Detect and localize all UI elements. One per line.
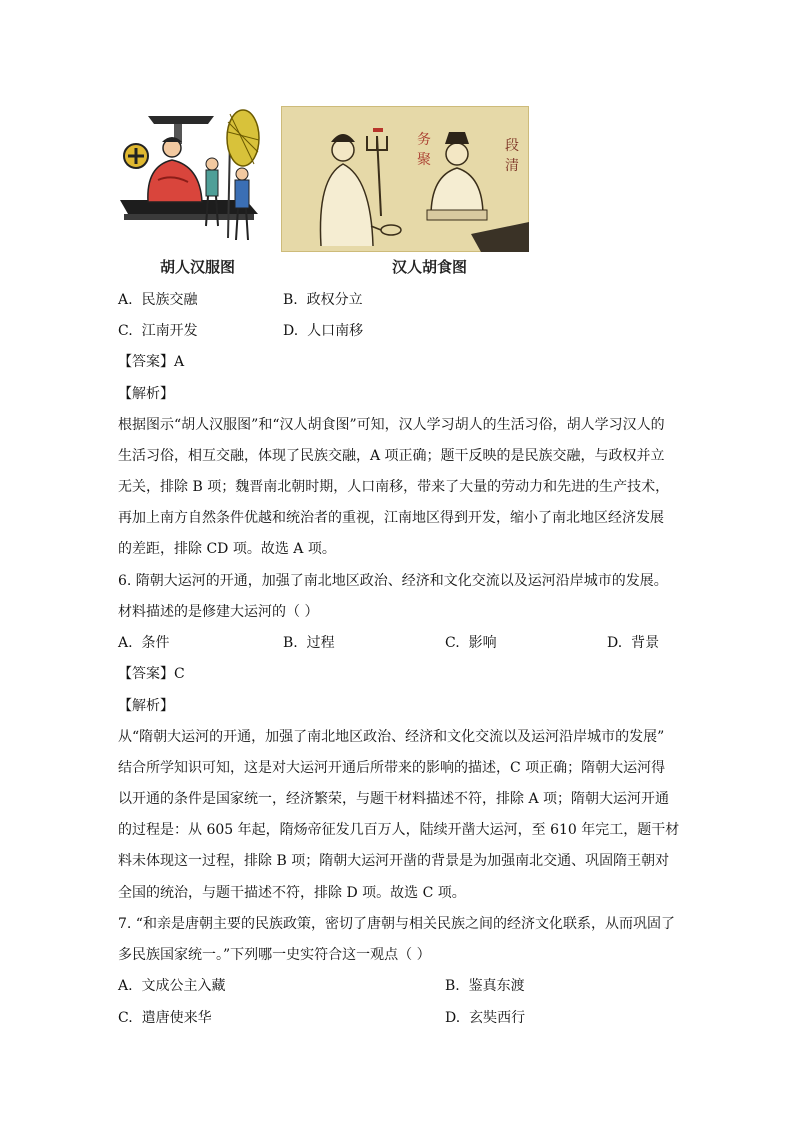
q6-analysis-line: 从“隋朝大运河的开通，加强了南北地区政治、经济和文化交流以及运河沿岸城市的发展” — [118, 729, 665, 745]
q6-answer: 【答案】C — [118, 666, 185, 682]
han-eating-hu-food-mural — [281, 106, 529, 252]
q5-analysis-label: 【解析】 — [118, 386, 174, 402]
figure-caption-left: 胡人汉服图 — [160, 258, 236, 276]
q6-option-c: C. 影响 — [445, 635, 497, 651]
q5-analysis-line: 再加上南方自然条件优越和统治者的重视，江南地区得到开发，缩小了南北地区经济发展 — [118, 510, 664, 526]
q5-analysis-line: 根据图示“胡人汉服图”和“汉人胡食图”可知，汉人学习胡人的生活习俗，胡人学习汉人的 — [118, 417, 665, 433]
q7-stem-line: 7. “和亲是唐朝主要的民族政策，密切了唐朝与相关民族之间的经济文化联系，从而巩固了 — [118, 916, 675, 932]
q6-analysis-line: 以开通的条件是国家统一，经济繁荣，与题干材料描述不符，排除 A 项；隋朝大运河开通 — [118, 791, 670, 807]
inscription-3: 段 — [505, 138, 519, 154]
q7-option-a: A. 文成公主入藏 — [118, 978, 226, 994]
hu-wearing-han-clothes-illustration — [118, 108, 268, 250]
inscription-1: 务 — [417, 132, 431, 148]
q7-option-d: D. 玄奘西行 — [445, 1010, 526, 1026]
q7-stem-line: 多民族国家统一。”下列哪一史实符合这一观点（ ） — [118, 947, 431, 963]
q6-analysis-line: 料未体现这一过程，排除 B 项；隋朝大运河开凿的背景是为加强南北交通、巩固隋王朝对 — [118, 853, 670, 869]
q5-analysis-line: 无关，排除 B 项；魏晋南北朝时期，人口南移，带来了大量的劳动力和先进的生产技术， — [118, 479, 670, 495]
q5-option-d: D. 人口南移 — [283, 323, 364, 339]
q6-stem-line: 材料描述的是修建大运河的（ ） — [118, 604, 319, 620]
figure-caption-right: 汉人胡食图 — [392, 258, 468, 276]
inscription-4: 清 — [505, 158, 519, 174]
q6-analysis-line: 结合所学知识可知，这是对大运河开通后所带来的影响的描述，C 项正确；隋朝大运河得 — [118, 760, 666, 776]
q6-analysis-line: 的过程是：从 605 年起，隋炀帝征发几百万人，陆续开凿大运河，至 610 年完工，题干材 — [118, 822, 680, 838]
q5-answer: 【答案】A — [118, 354, 185, 370]
q5-option-c: C. 江南开发 — [118, 323, 198, 339]
q6-option-d: D. 背景 — [607, 635, 660, 651]
q7-option-b: B. 鉴真东渡 — [445, 978, 525, 994]
q6-analysis-line: 全国的统治，与题干描述不符，排除 D 项。故选 C 项。 — [118, 885, 466, 901]
q7-option-c: C. 遣唐使来华 — [118, 1010, 212, 1026]
q6-stem-line: 6. 隋朝大运河的开通，加强了南北地区政治、经济和文化交流以及运河沿岸城市的发展。 — [118, 573, 668, 589]
inscription-2: 聚 — [417, 152, 431, 168]
q6-option-b: B. 过程 — [283, 635, 335, 651]
q5-option-b: B. 政权分立 — [283, 292, 363, 308]
q6-analysis-label: 【解析】 — [118, 698, 174, 714]
q5-analysis-line: 的差距，排除 CD 项。故选 A 项。 — [118, 541, 336, 557]
q6-option-a: A. 条件 — [118, 635, 170, 651]
q5-analysis-line: 生活习俗，相互交融，体现了民族交融，A 项正确；题干反映的是民族交融，与政权并立 — [118, 448, 665, 464]
q5-option-a: A. 民族交融 — [118, 292, 198, 308]
